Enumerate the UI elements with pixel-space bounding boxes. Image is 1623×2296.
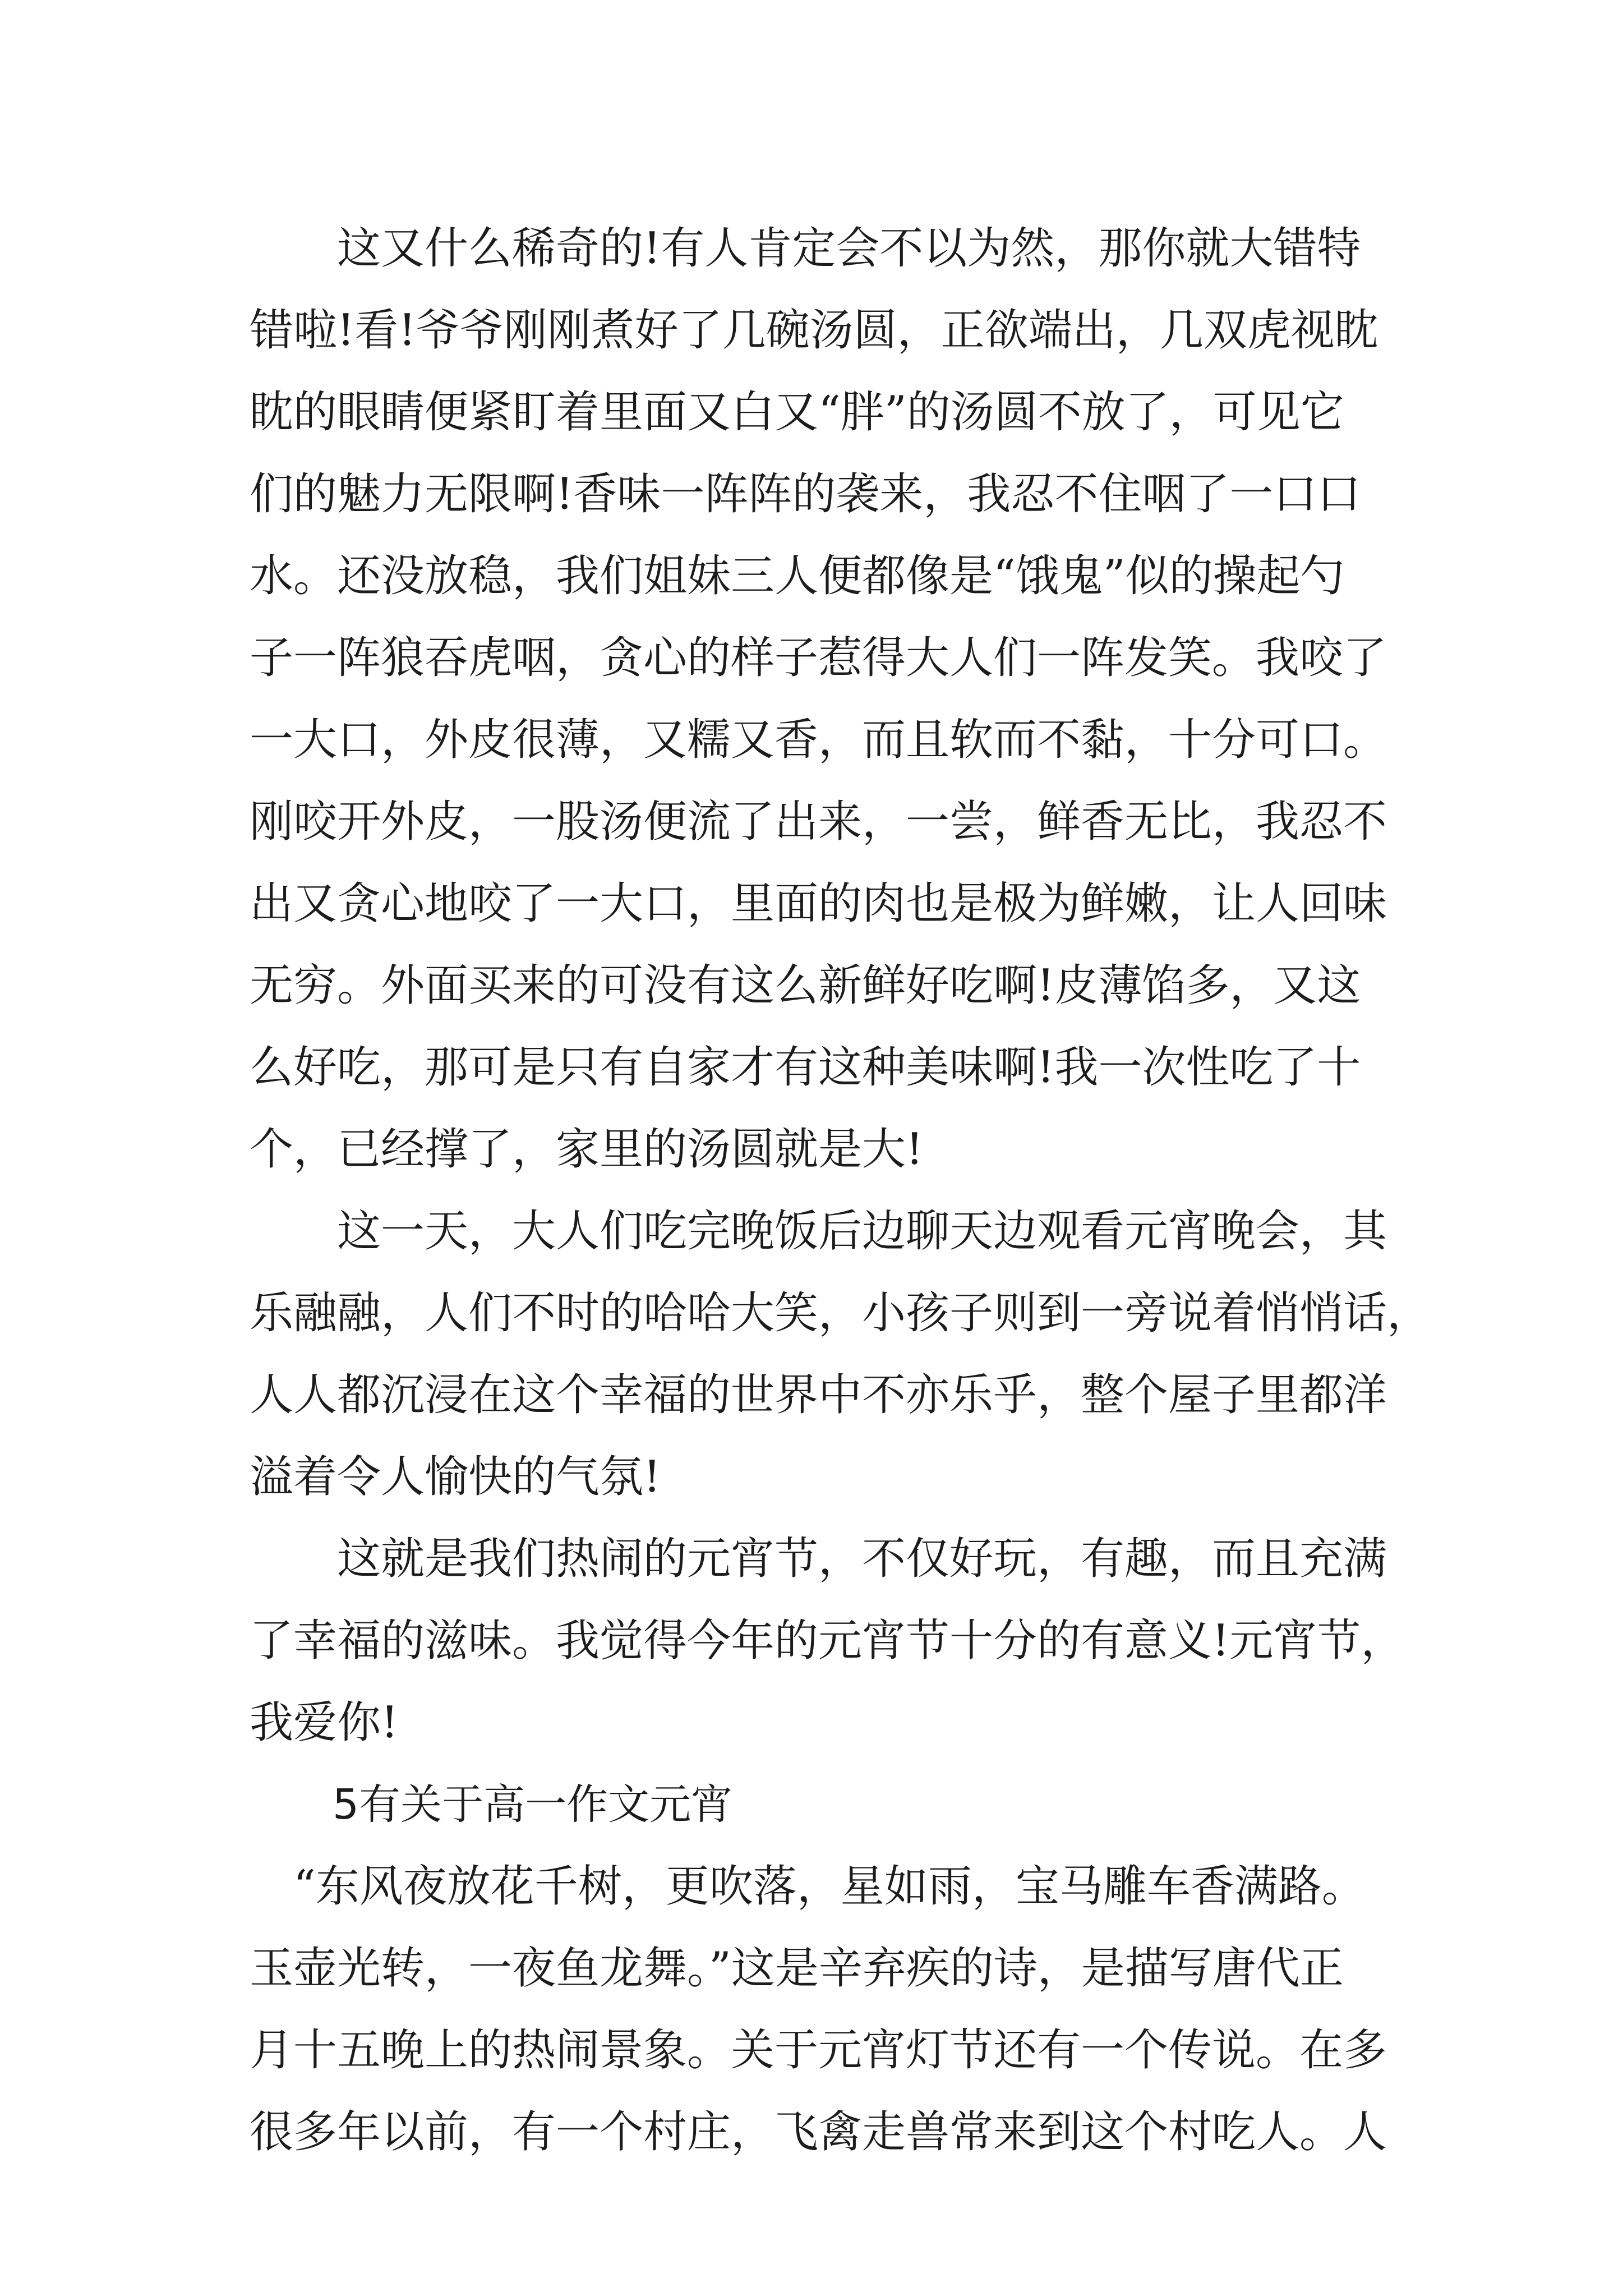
text-line: 这就是我们热闹的元宵节，不仅好玩，有趣，而且充满 [250,1534,1387,1584]
section-heading: 5有关于高一作文元宵 [250,1780,733,1829]
text-line: 个，已经撑了，家里的汤圆就是大! [250,1124,924,1175]
text-line: 子一阵狼吞虎咽，贪心的样子惹得大人们一阵发笑。我咬了 [250,633,1387,683]
text-line: 玉壶光转，一夜鱼龙舞。”这是辛弃疾的诗，是描写唐代正 [250,1943,1344,1994]
text-line: “东风夜放花千树，更吹落，星如雨，宝马雕车香满路。 [250,1861,1366,1912]
text-line: 出又贪心地咬了一大口，里面的肉也是极为鲜嫩，让人回味 [250,878,1387,929]
text-line: 这一天，大人们吃完晚饭后边聊天边观看元宵晚会，其 [250,1206,1387,1257]
text-line: 刚咬开外皮，一股汤便流了出来，一尝，鲜香无比，我忍不 [250,797,1387,847]
text-line: 了幸福的滋味。我觉得今年的元宵节十分的有意义!元宵节， [250,1616,1405,1666]
text-line: 这又什么稀奇的!有人肯定会不以为然，那你就大错特 [250,223,1361,274]
text-line: 眈的眼睛便紧盯着里面又白又“胖”的汤圆不放了，可见它 [250,387,1344,438]
text-line: 很多年以前，有一个村庄，飞禽走兽常来到这个村吃人。人 [250,2107,1387,2157]
text-line: 么好吃，那可是只有自家才有这种美味啊!我一次性吃了十 [250,1042,1361,1093]
text-line: 们的魅力无限啊!香味一阵阵的袭来，我忍不住咽了一口口 [250,469,1361,519]
text-line: 错啦!看!爷爷刚刚煮好了几碗汤圆，正欲端出，几双虎视眈 [250,305,1378,356]
text-line: 溢着令人愉快的气氛! [250,1452,661,1502]
text-line: 月十五晚上的热闹景象。关于元宵灯节还有一个传说。在多 [250,2025,1387,2076]
text-line: 乐融融，人们不时的哈哈大笑，小孩子则到一旁说着悄悄话， [250,1288,1431,1338]
body-text [250,208,1431,2173]
text-line: 我爱你! [250,1697,399,1748]
text-line: 一大口，外皮很薄，又糯又香，而且软而不黏，十分可口。 [250,715,1387,765]
text-line: 水。还没放稳，我们姐妹三人便都像是“饿鬼”似的操起勺 [250,551,1344,601]
text-line: 人人都沉浸在这个幸福的世界中不亦乐乎，整个屋子里都洋 [250,1370,1387,1420]
text-line: 无穷。外面买来的可没有这么新鲜好吃啊!皮薄馅多，又这 [250,960,1361,1011]
